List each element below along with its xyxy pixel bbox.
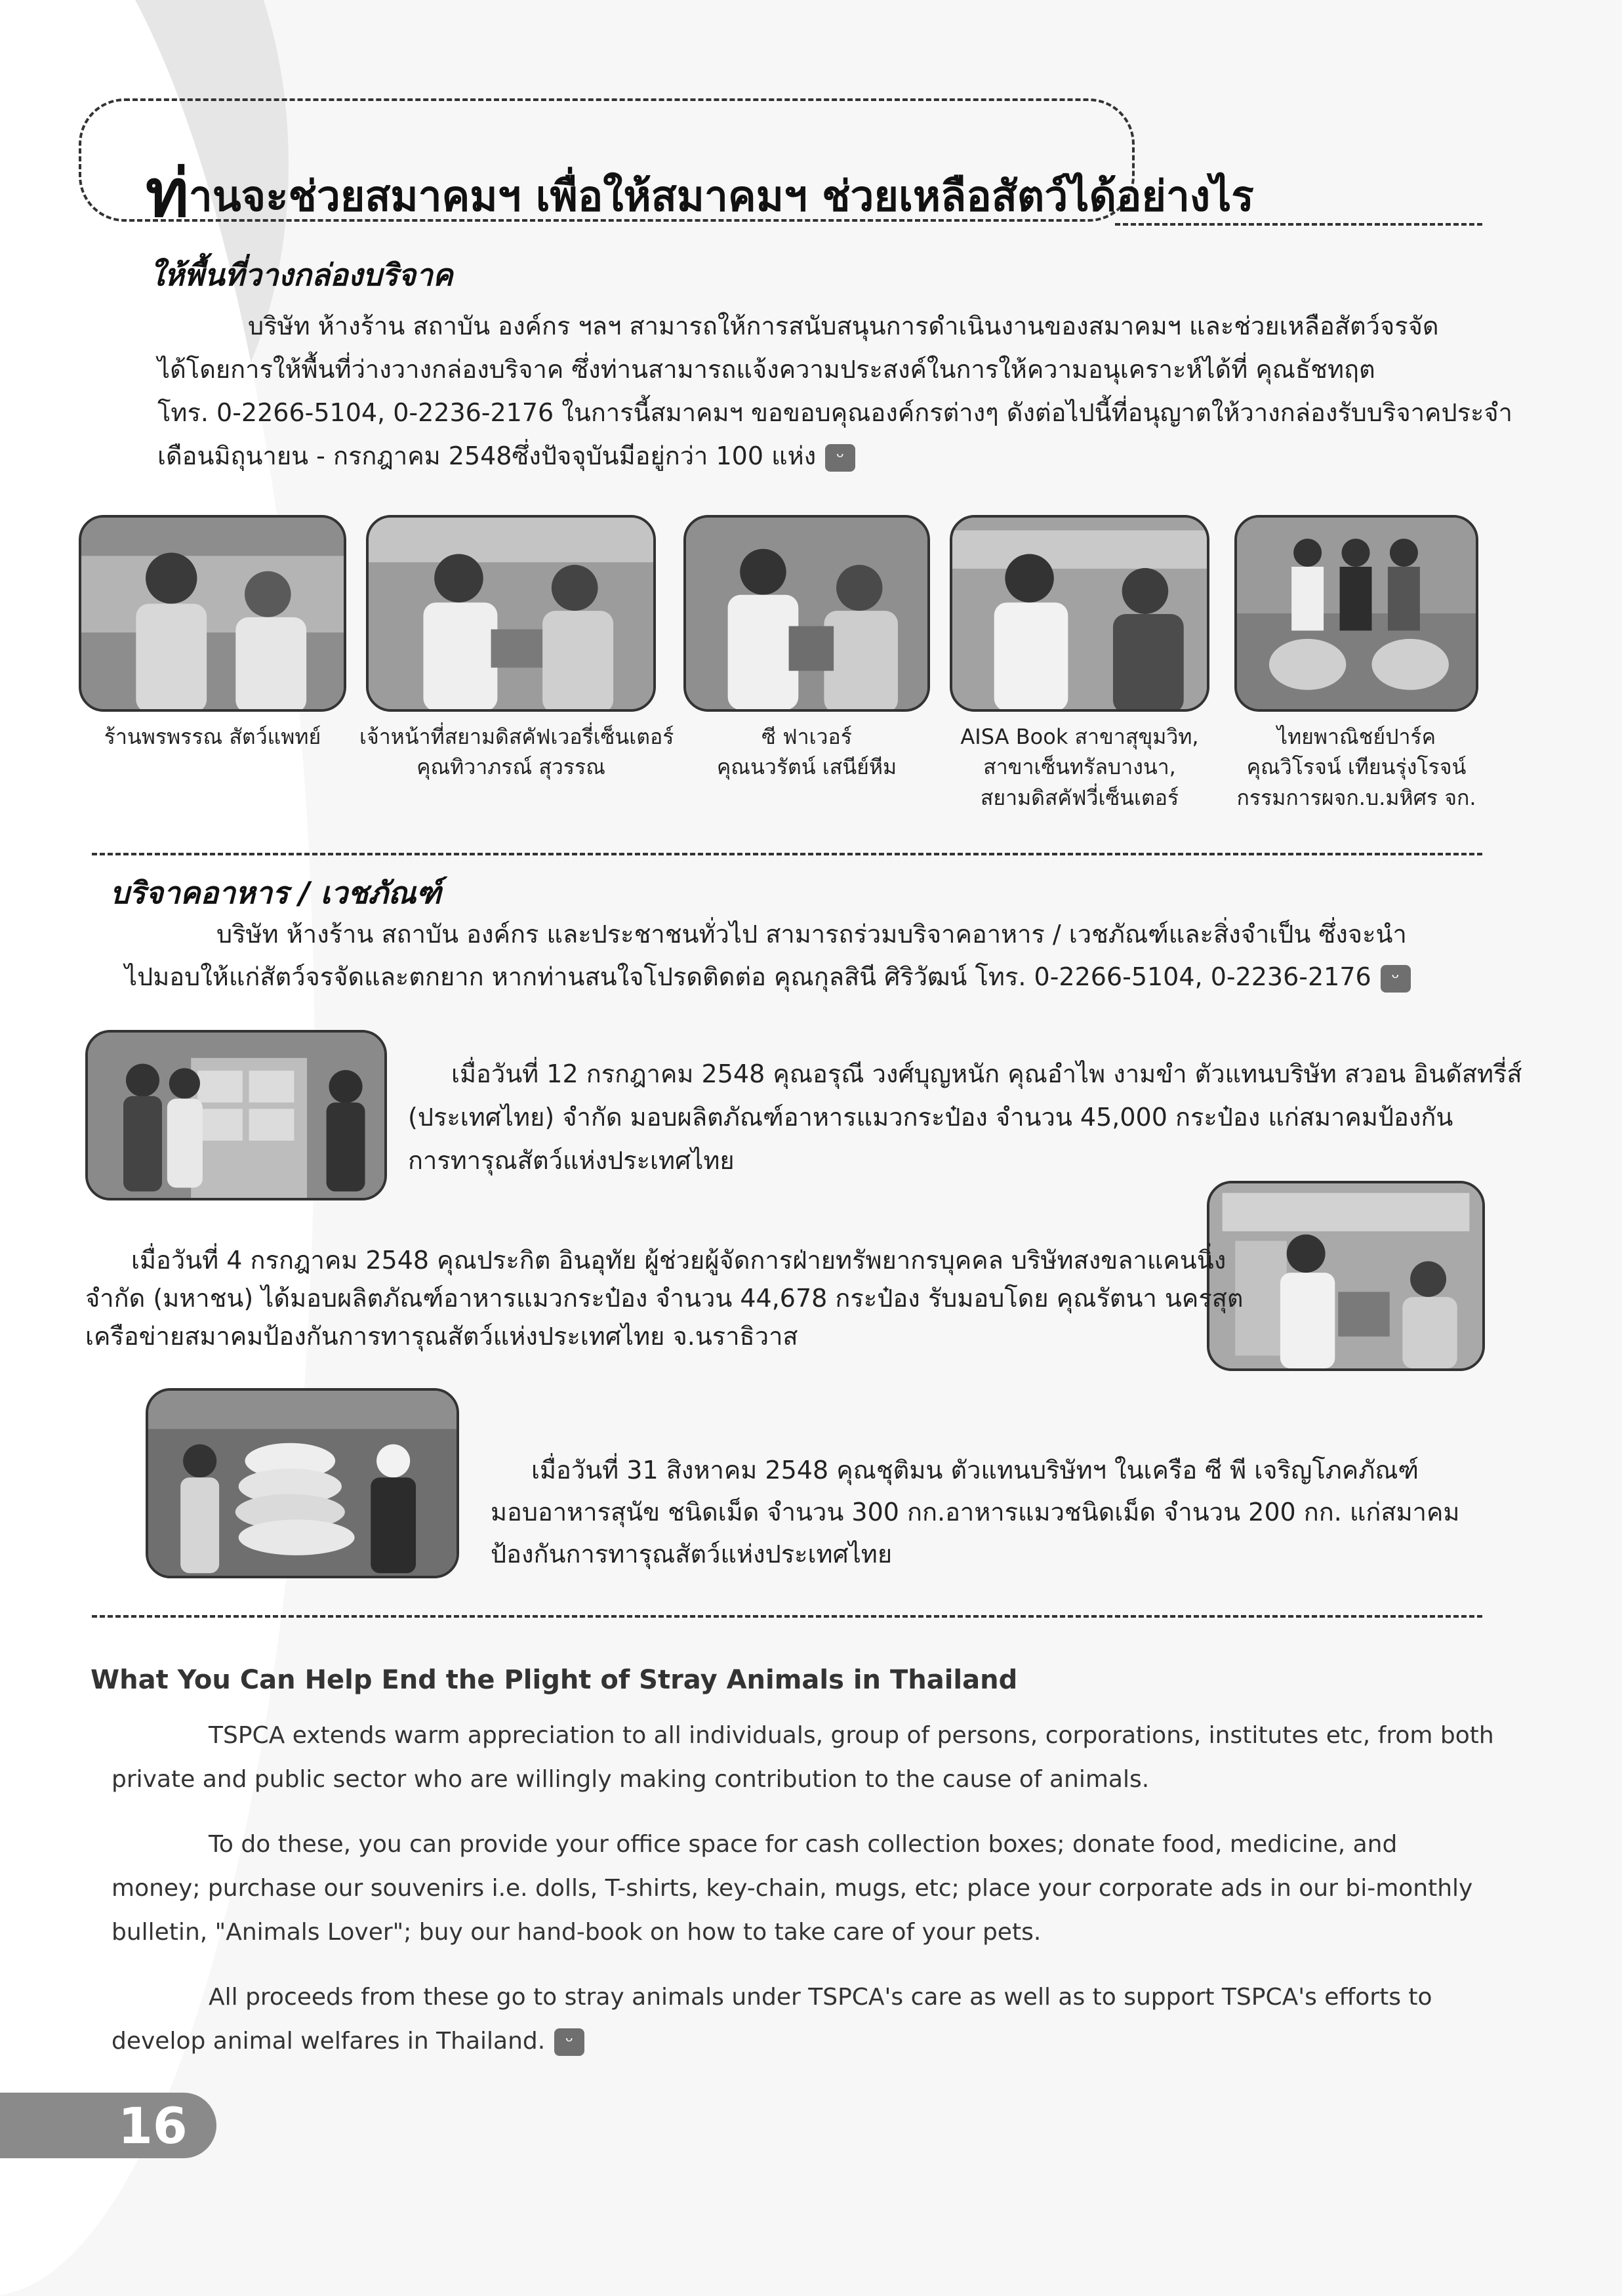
paragraph-line: money; purchase our souvenirs i.e. dolls, T-shirts, key-chain, mugs, etc; place your corporate ads in our bi-monthly	[112, 1875, 1473, 1902]
paragraph-line: To do these, you can provide your office space for cash collection boxes; donate food, medicine, and	[209, 1831, 1398, 1858]
page-title	[146, 141, 1254, 245]
photo-aisa-book	[950, 515, 1209, 712]
cat-face-icon: ᵕ	[825, 444, 855, 472]
photo-swan-industries-donation	[85, 1030, 387, 1200]
paragraph-line: มอบอาหารสุนัข ชนิดเม็ด จำนวน 300 กก.อาหารแมวชนิดเม็ด จำนวน 200 กก. แก่สมาคม	[491, 1498, 1460, 1527]
photo-caption	[359, 722, 674, 783]
caption-line: ซี ฟาเวอร์	[761, 724, 852, 749]
paragraph-line: ป้องกันการทารุณสัตว์แห่งประเทศไทย	[491, 1540, 893, 1568]
paragraph-line: private and public sector who are willingly making contribution to the cause of animals.	[112, 1766, 1150, 1793]
paragraph-line: การทารุณสัตว์แห่งประเทศไทย	[408, 1146, 735, 1175]
paragraph-line-text: เดือนมิถุนายน - กรกฎาคม 2548ซึ่งปัจจุบันมีอยู่กว่า 100 แห่ง	[157, 441, 817, 470]
photo-c-favour	[683, 515, 930, 712]
photo-caption	[72, 722, 353, 752]
paragraph-line: บริษัท ห้างร้าน สถาบัน องค์กร ฯลฯ สามารถให้การสนับสนุนการดำเนินงานของสมาคมฯ และช่วยเหลือสัตว์จรจัด	[248, 312, 1439, 340]
paragraph-line: โทร. 0-2266-5104, 0-2236-2176 ในการนี้สมาคมฯ ขอขอบคุณองค์กรต่างๆ ดังต่อไปนี้ที่อนุญาตให้วางกล่องรับบริจาคประจำ	[157, 398, 1513, 427]
caption-line: สยามดิสคัฟวี่เซ็นเตอร์	[980, 785, 1179, 810]
photo-siam-discovery-staff	[366, 515, 656, 712]
photo-thai-panich-park	[1234, 515, 1478, 712]
photo-caption	[677, 722, 937, 783]
section-heading-donation-box: ให้พื้นที่วางกล่องบริจาค	[150, 257, 453, 293]
paragraph-line	[112, 2028, 584, 2056]
photo-caption	[1221, 722, 1491, 813]
photo-caption	[943, 722, 1216, 813]
paragraph-line: (ประเทศไทย) จำกัด มอบผลิตภัณฑ์อาหารแมวกระป๋อง จำนวน 45,000 กระป๋อง แก่สมาคมป้องกัน	[408, 1103, 1453, 1132]
paragraph-line	[157, 443, 855, 472]
caption-line: คุณวิโรจน์ เทียนรุ่งโรจน์	[1246, 754, 1467, 780]
paragraph-line: เครือข่ายสมาคมป้องกันการทารุณสัตว์แห่งประเทศไทย จ.นราธิวาส	[85, 1322, 798, 1351]
paragraph-line: All proceeds from these go to stray animals under TSPCA's care as well as to support TSPCA's efforts to	[209, 1984, 1432, 2011]
paragraph-line: เมื่อวันที่ 12 กรกฎาคม 2548 คุณอรุณี วงศ์บุญหนัก คุณอำไพ งามขำ ตัวแทนบริษัท สวอน อินดัสทรี่ส์	[451, 1059, 1522, 1088]
paragraph-line: เมื่อวันที่ 31 สิงหาคม 2548 คุณชุติมน ตัวแทนบริษัทฯ ในเครือ ซี พี เจริญโภคภัณฑ์	[531, 1456, 1419, 1485]
english-heading: What You Can Help End the Plight of Stray Animals in Thailand	[91, 1665, 1018, 1695]
page-number: 16	[118, 2097, 188, 2155]
title-rest: านจะช่วยสมาคมฯ เพื่อให้สมาคมฯ ช่วยเหลือสัตว์ได้อย่างไร	[188, 173, 1254, 221]
title-first-char: ท่	[146, 155, 189, 232]
caption-line: คุณนวรัตน์ เสนีย์หีม	[716, 754, 897, 780]
cat-face-icon: ᵕ	[1381, 965, 1411, 993]
caption-line: คุณทิวาภรณ์ สุวรรณ	[416, 754, 605, 780]
paragraph-line: ได้โดยการให้พื้นที่ว่างวางกล่องบริจาค ซึ่งท่านสามารถแจ้งความประสงค์ในการให้ความอนุเคราะห์ได้ที่ คุณธัชทฤต	[157, 355, 1375, 384]
caption-line: สาขาเซ็นทรัลบางนา,	[983, 754, 1176, 780]
caption-line: ร้านพรพรรณ สัตว์แพทย์	[104, 724, 321, 749]
caption-line: ไทยพาณิชย์ปาร์ค	[1276, 724, 1436, 749]
caption-line: AISA Book สาขาสุขุมวิท,	[960, 724, 1199, 749]
photo-pornpan-vet-shop	[79, 515, 346, 712]
cat-face-icon: ᵕ	[554, 2028, 584, 2056]
paragraph-line: บริษัท ห้างร้าน สถาบัน องค์กร และประชาชนทั่วไป สามารถร่วมบริจาคอาหาร / เวชภัณฑ์และสิ่งจำเป็น ซึ่งจะนำ	[216, 920, 1407, 949]
paragraph-line	[125, 964, 1411, 993]
divider	[92, 853, 1482, 855]
caption-line: กรรมการผจก.บ.มหิศร จก.	[1236, 785, 1476, 810]
paragraph-line: จำกัด (มหาชน) ได้มอบผลิตภัณฑ์อาหารแมวกระป๋อง จำนวน 44,678 กระป๋อง รับมอบโดย คุณรัตนา นครสุต	[85, 1284, 1244, 1313]
section-heading-food-medicine: บริจาคอาหาร / เวชภัณฑ์	[110, 875, 441, 911]
paragraph-line: TSPCA extends warm appreciation to all individuals, group of persons, corporations, institutes etc, from both	[209, 1722, 1494, 1749]
caption-line: เจ้าหน้าที่สยามดิสคัฟเวอรี่เซ็นเตอร์	[359, 724, 674, 749]
paragraph-line-text: develop animal welfares in Thailand.	[112, 2028, 546, 2055]
paragraph-line: เมื่อวันที่ 4 กรกฎาคม 2548 คุณประกิต อินอุทัย ผู้ช่วยผู้จัดการฝ่ายทรัพยากรบุคคล บริษัทสงขลาแคนนิ่ง	[131, 1246, 1227, 1275]
paragraph-line: bulletin, "Animals Lover"; buy our hand-book on how to take care of your pets.	[112, 1919, 1042, 1946]
photo-songkhla-canning-donation	[1207, 1181, 1485, 1371]
divider	[92, 1615, 1482, 1618]
paragraph-line-text: ไปมอบให้แก่สัตว์จรจัดและตกยาก หากท่านสนใจโปรดติดต่อ คุณกุลสินี ศิริวัฒน์ โทร. 0-2266-5104, 0-2236-2176	[125, 962, 1371, 991]
photo-cp-group-donation	[146, 1388, 459, 1578]
